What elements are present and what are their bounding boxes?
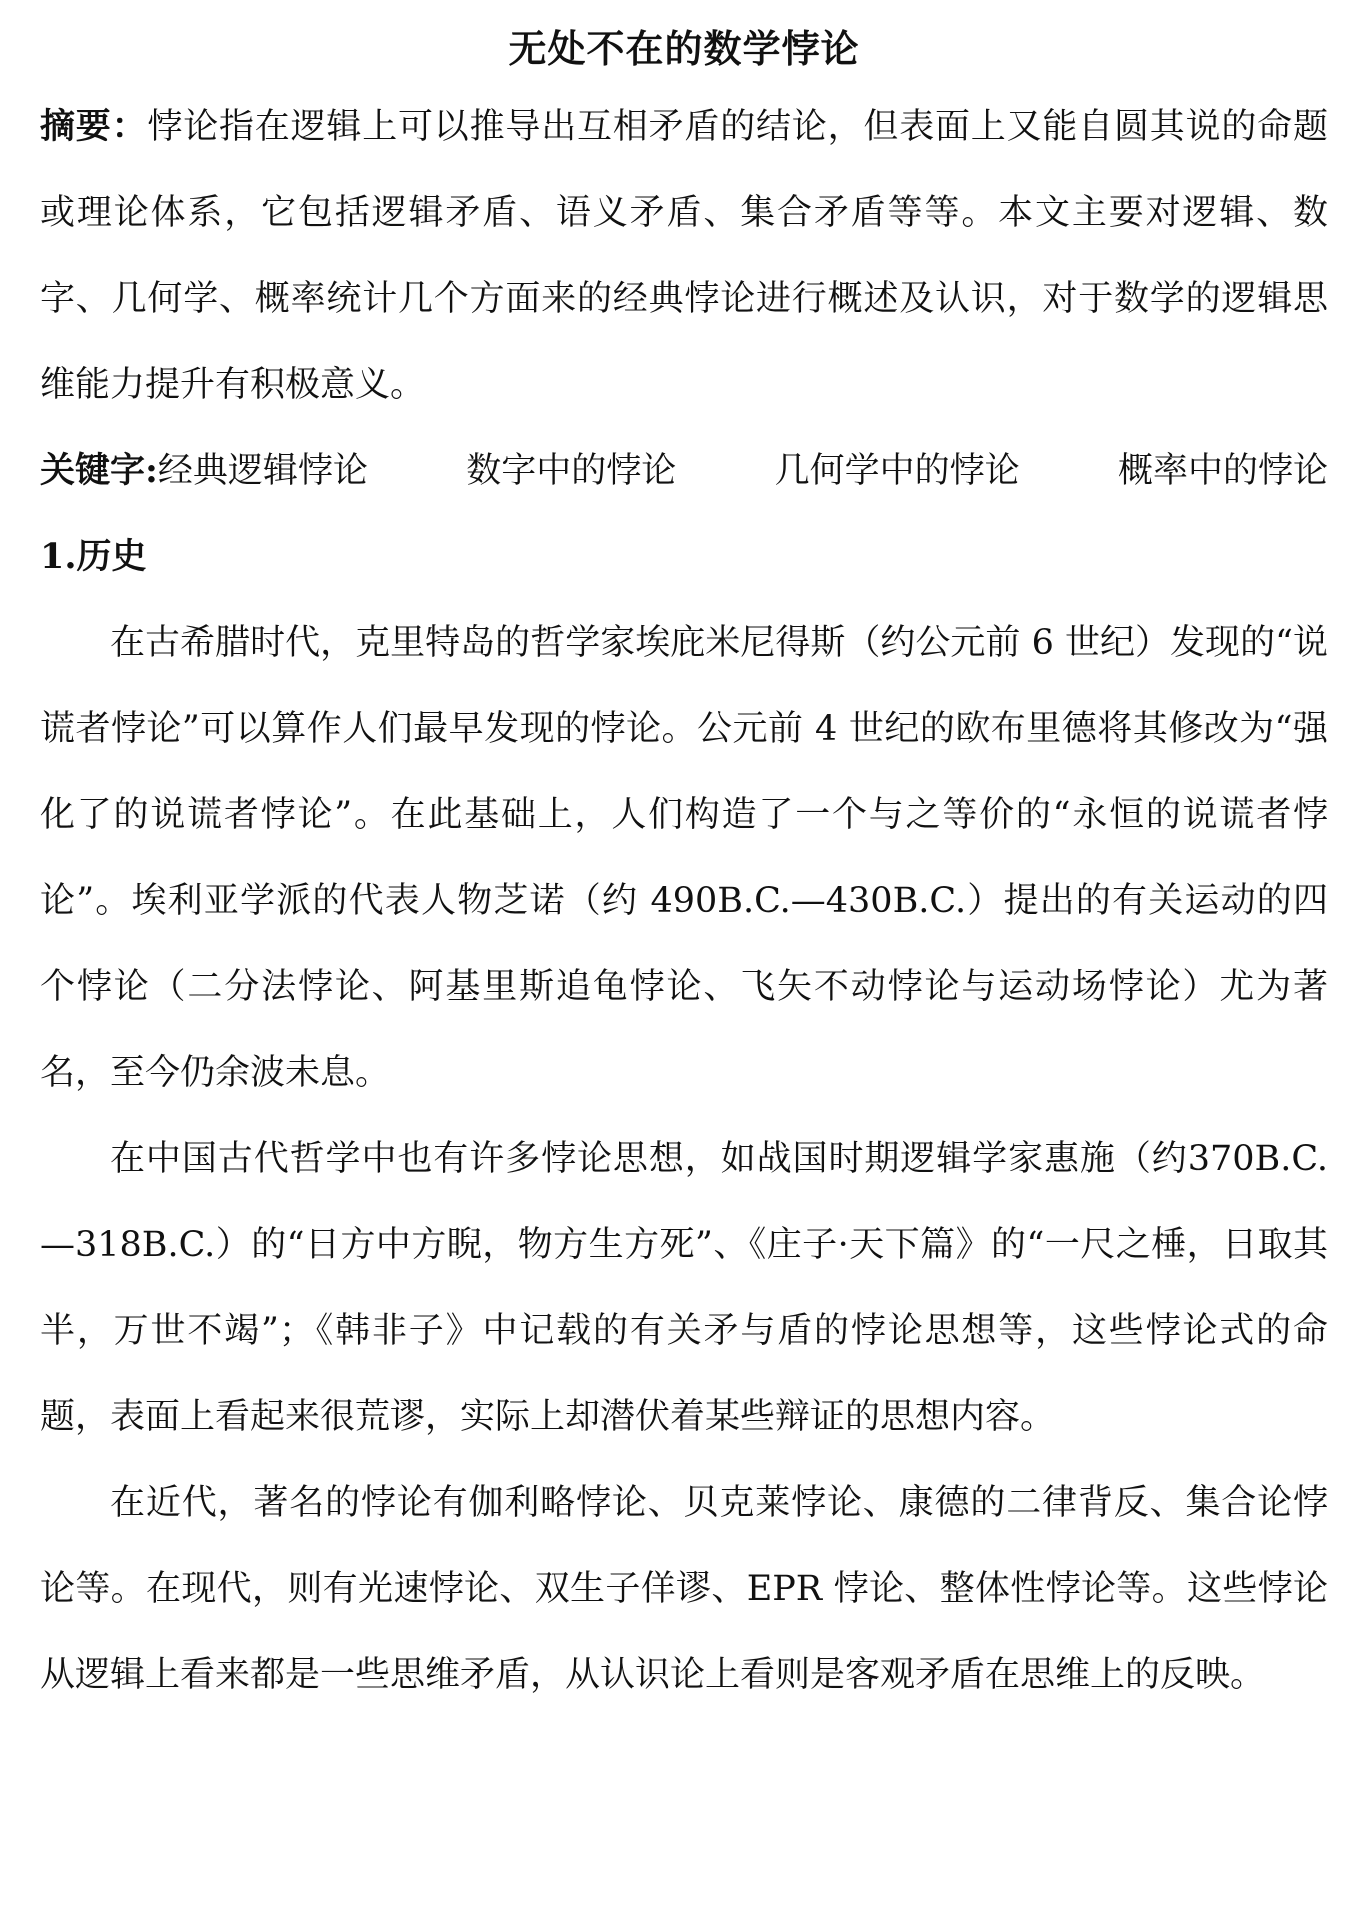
body-paragraph: 在古希腊时代，克里特岛的哲学家埃庇米尼得斯（约公元前 6 世纪）发现的“说谎者悖论”可以算作人们最早发现的悖论。公元前 4 世纪的欧布里德将其修改为“强化了的说谎者悖论”。在此基础上，人们构造了一个与之等价的“永恒的说谎者悖论”。埃利亚学派的代表人物芝诺（约 490B.C.—430B.C.）提出的有关运动的四个悖论（二分法悖论、阿基里斯追龟悖论、飞矢不动悖论与运动场悖论）尤为著名，至今仍余波未息。 bbox=[40, 623, 1328, 1093]
abstract-label: 摘要： bbox=[40, 106, 148, 147]
keywords bbox=[40, 428, 1328, 514]
keyword-item: 经典逻辑悖论 bbox=[157, 451, 368, 491]
keyword-item: 几何学中的悖论 bbox=[774, 451, 1020, 491]
body-paragraph: 在近代，著名的悖论有伽利略悖论、贝克莱悖论、康德的二律背反、集合论悖论等。在现代，则有光速悖论、双生子佯谬、EPR 悖论、整体性悖论等。这些悖论从逻辑上看来都是一些思维矛盾，从认识论上看则是客观矛盾在思维上的反映。 bbox=[40, 1483, 1328, 1695]
keywords-label: 关键字: bbox=[40, 450, 158, 491]
section-heading-history: 1.历史 bbox=[40, 536, 147, 577]
keyword-item: 概率中的悖论 bbox=[1117, 451, 1328, 491]
abstract-text: 悖论指在逻辑上可以推导出互相矛盾的结论，但表面上又能自圆其说的命题或理论体系，它包括逻辑矛盾、语义矛盾、集合矛盾等等。本文主要对逻辑、数字、几何学、概率统计几个方面来的经典悖论进行概述及认识，对于数学的逻辑思维能力提升有积极意义。 bbox=[40, 107, 1328, 405]
body-paragraph: 在中国古代哲学中也有许多悖论思想，如战国时期逻辑学家惠施（约370B.C.—318B.C.）的“日方中方睨，物方生方死”、《庄子·天下篇》的“一尺之棰，日取其半，万世不竭”；《韩非子》中记载的有关矛与盾的悖论思想等，这些悖论式的命题，表面上看起来很荒谬，实际上却潜伏着某些辩证的思想内容。 bbox=[40, 1139, 1328, 1437]
paper-title: 无处不在的数学悖论 bbox=[508, 26, 860, 71]
abstract bbox=[40, 84, 1328, 428]
keyword-item: 数字中的悖论 bbox=[466, 451, 677, 491]
document-page bbox=[40, 20, 1328, 1718]
keywords-first-group bbox=[40, 428, 368, 514]
